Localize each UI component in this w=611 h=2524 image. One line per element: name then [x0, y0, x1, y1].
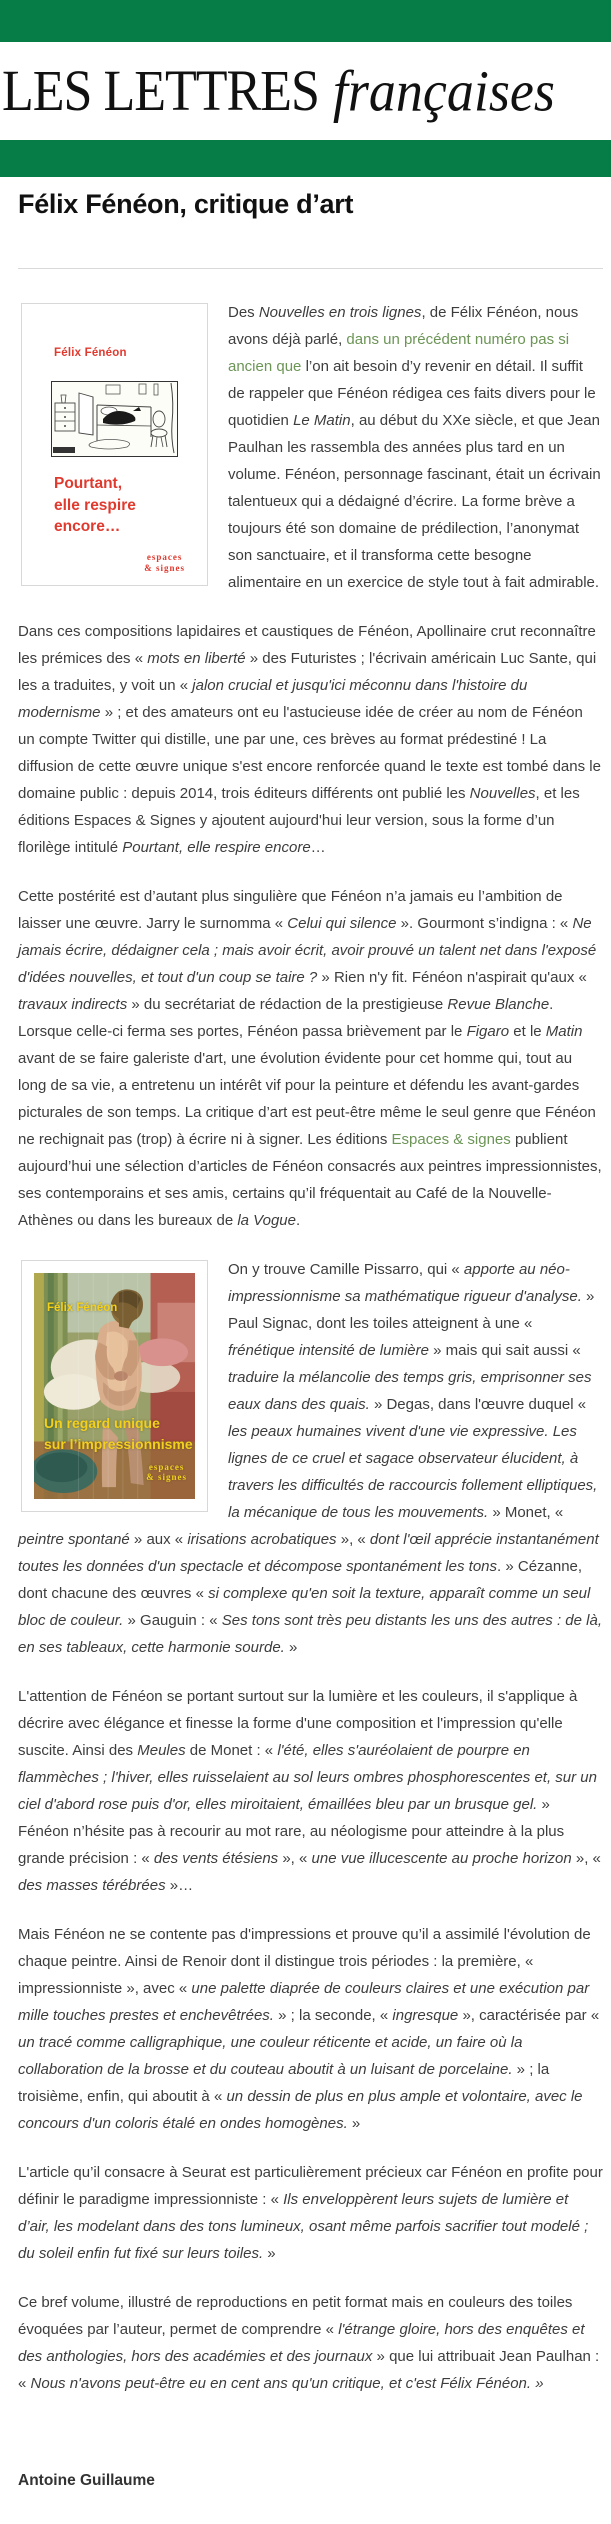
header-green-bar-top — [0, 0, 611, 42]
italic-text-run: une palette diaprée de couleurs claires et une exécution par mille touches prestes et enchevêtrées. — [18, 1980, 590, 2025]
publisher-line2: & signes — [146, 1472, 187, 1483]
italic-text-run: les peaux humaines vivent d'une vie expressive. Les lignes de ce cruel et sagace observateur élucident, à travers les difficultés de raccourcis follement elliptiques, la mécanique de tous les mouvements. — [228, 1423, 598, 1522]
italic-text-run: Celui qui silence — [287, 915, 397, 933]
cover-author: Félix Fénéon — [54, 347, 127, 360]
italic-text-run: si complexe qu'en soit la texture, apparaît comme un seul bloc de couleur. — [18, 1585, 591, 1630]
italic-text-run: des masses térébrées — [18, 1877, 166, 1895]
text-run: l’on ait besoin d’y revenir en détail. Il suffit de rappeler que Fénéon rédigea ces faits divers pour le quotidien — [228, 358, 596, 430]
text-run: Dans ces compositions lapidaires et caustiques de Fénéon, Apollinaire crut reconnaître les prémices des « — [18, 623, 596, 668]
italic-text-run: Pourtant, elle respire encore — [122, 839, 311, 857]
text-run: avant de se faire galeriste d'art, une évolution évidente pour cet homme qui, tout au long de sa vie, a entretenu un intérêt vif pour la peinture et défendu les avant-gardes picturales de son temps. La critique d’art est peut-être même le seul genre que Fénéon ne rechignait pas (trop) à écrire ni à signer. Les éditions — [18, 1050, 596, 1149]
italic-text-run: l'étrange gloire, hors des enquêtes et des anthologies, hors des académies et des journaux — [18, 2321, 585, 2366]
publisher-logo — [146, 1462, 187, 1489]
text-run: » que lui attribuait Jean Paulhan : « — [18, 2348, 600, 2393]
article-paragraph — [18, 1921, 603, 2137]
text-run: » mais qui sait aussi « — [428, 1342, 581, 1360]
text-run: ». Gourmont s’indigna : « — [396, 915, 573, 933]
page-title: Félix Fénéon, critique d’art — [18, 189, 354, 219]
italic-text-run: Nouvelles en trois lignes — [258, 304, 422, 322]
italic-text-run: ingresque — [392, 2007, 459, 2025]
masthead-logo[interactable] — [0, 42, 611, 140]
logo-text-main: LES LETTRES — [2, 59, 319, 123]
text-run: », « — [571, 1850, 601, 1868]
italic-text-run: irisations acrobatiques — [187, 1531, 337, 1549]
text-run: » ; la seconde, « — [273, 2007, 393, 2025]
cover-title-line1: Un regard unique — [44, 1415, 160, 1432]
italic-text-run: travaux indirects — [18, 996, 128, 1014]
text-run: » — [284, 1639, 298, 1657]
text-run: » ; et des amateurs ont eu l'astucieuse idée de créer au nom de Fénéon un compte Twitter qui distille, une par une, ces brèves au format prédestiné ! La diffusion de cette œuvre unique s'est encore renforcée quand le texte est tombé dans le domaine public : depuis 2014, trois éditeurs différents ont publié les — [18, 704, 601, 803]
text-run: » — [347, 2115, 361, 2133]
text-run: », « — [336, 1531, 370, 1549]
text-run: », caractérisée par « — [458, 2007, 600, 2025]
article-paragraph — [18, 1683, 603, 1899]
italic-text-run: Nous n'avons peut-être eu en cent ans qu'un critique, et c'est Félix Fénéon. » — [30, 2375, 544, 2393]
inline-link[interactable]: dans un précédent numéro pas si ancien que — [228, 331, 570, 376]
cover-title-line1: Pourtant, — [54, 475, 123, 493]
publisher-line2: & signes — [144, 562, 185, 573]
text-run: L'attention de Fénéon se portant surtout sur la lumière et les couleurs, il s'applique à décrire avec élégance et finesse la forme d'une composition et l'impression qu'elle suscite. Ainsi des — [18, 1688, 578, 1760]
text-run: Des — [228, 304, 259, 322]
article-author-signature: Antoine Guillaume — [18, 2472, 155, 2490]
italic-text-run: frénétique intensité de lumière — [228, 1342, 429, 1360]
text-run: . » Cézanne, dont chacune des œuvres « — [18, 1558, 583, 1603]
text-run: » du secrétariat de rédaction de la prestigieuse — [127, 996, 448, 1014]
inline-link[interactable]: Espaces & signes — [391, 1131, 511, 1149]
text-run: , et les éditions Espaces & Signes y ajoutent aujourd'hui leur version, sous la forme d’un florilège intitulé — [18, 785, 580, 857]
publisher-line1: espaces — [148, 1461, 185, 1472]
text-run: » — [263, 2245, 276, 2263]
text-run: » ; la troisième, enfin, qui aboutit à « — [18, 2061, 550, 2106]
publisher-logo — [36, 552, 185, 579]
text-run: » Degas, dans l'œuvre duquel « — [369, 1396, 587, 1414]
article-paragraph — [18, 2159, 603, 2267]
book-cover-regard-unique — [21, 1260, 208, 1512]
cover-author: Félix Fénéon — [47, 1302, 118, 1315]
title-divider — [18, 268, 603, 269]
book-cover-card — [22, 1261, 207, 1511]
publisher-line1: espaces — [146, 552, 183, 563]
text-run: … — [310, 839, 326, 857]
book-cover-card — [22, 304, 207, 585]
text-run: » Gauguin : « — [123, 1612, 222, 1630]
italic-text-run: apporte au néo-impressionnisme sa mathématique rigueur d'analyse. — [228, 1261, 582, 1306]
text-run: » Monet, « — [488, 1504, 564, 1522]
italic-text-run: Ils enveloppèrent leurs sujets de lumière et d’air, les modelant dans des tons lumineux, osant même parfois sacrifier tout modelé ; du soleil enfin fut fixé sur leurs toiles. — [18, 2191, 589, 2263]
text-run: L'article qu’il consacre à Seurat est particulièrement précieux car Fénéon en profite pour définir le paradigme impressionniste : « — [18, 2164, 603, 2209]
cover-title-line2: elle respire encore… — [54, 496, 136, 536]
italic-text-run: Figaro — [466, 1023, 510, 1041]
text-run: , de Félix Fénéon, nous avons déjà parlé, — [228, 304, 579, 349]
italic-text-run: une vue illucescente au proche horizon — [311, 1850, 572, 1868]
italic-text-run: Revue Blanche — [447, 996, 550, 1014]
italic-text-run: un dessin de plus en plus ample et volontaire, avec le concours d'un coloris étalé en ondes homogènes. — [18, 2088, 583, 2133]
italic-text-run: jalon crucial et jusqu'ici méconnu dans l'histoire du modernisme — [18, 677, 528, 722]
cover-title-line2: sur l’impressionnisme — [44, 1436, 193, 1453]
text-run: de Monet : « — [185, 1742, 278, 1760]
text-run: Mais Fénéon ne se contente pas d'impressions et prouve qu’il a assimilé l'évolution de chaque peintre. Ainsi de Renoir dont il distingue trois périodes : la première, « impressionniste », avec « — [18, 1926, 591, 1998]
article-body — [18, 299, 603, 2494]
text-run: Ce bref volume, illustré de reproductions en petit format mais en couleurs des toiles évoquées par l’auteur, permet de comprendre « — [18, 2294, 573, 2339]
italic-text-run: l'été, elles s'auréolaient de pourpre en flammèches ; l'hiver, elles ruisselaient au sol leurs ombres phosphorescentes et, sur un ciel d'abord rose puis d'or, elles miroitaient, émaillées bleu par un brusque gel. — [18, 1742, 597, 1814]
text-run: . — [296, 1212, 301, 1230]
text-run: publient aujourd’hui une sélection d’articles de Fénéon consacrés aux peintres impressionnistes, ses contemporains et ses amis, certains qu’il fréquentait au Café de la Nouvelle-Athènes ou dans les bureaux de — [18, 1131, 602, 1230]
cover-title — [44, 1413, 193, 1455]
text-run: » aux « — [129, 1531, 188, 1549]
logo-text-script: françaises — [332, 58, 555, 124]
italic-text-run: des vents étésiens — [153, 1850, 279, 1868]
text-run: On y trouve Camille Pissarro, qui « — [228, 1261, 464, 1279]
article-paragraph — [18, 618, 603, 861]
publisher-logo-text — [144, 552, 185, 573]
impressionism-section — [18, 1256, 603, 2494]
text-run: , au début du XXe siècle, et que Jean Paulhan les rassembla des années plus tard en un volume. Fénéon, personnage fascinant, était un écrivain talentueux qui a dédaigné d’écrire. La forme brève a toujours été son domaine de prédilection, l’anonymat son sanctuaire, et il transforma cette besogne alimentaire en un exercice de style tout à fait admirable. — [228, 412, 601, 592]
article-paragraph — [18, 883, 603, 1234]
text-run: » des Futuristes ; l'écrivain américain Luc Sante, qui les a traduites, y voit un « — [18, 650, 597, 695]
italic-text-run: Le Matin — [293, 412, 351, 430]
italic-text-run: la Vogue — [237, 1212, 296, 1230]
header-green-bar-bottom — [0, 140, 611, 177]
text-run: »… — [165, 1877, 194, 1895]
italic-text-run: traduire la mélancolie des temps gris, emprisonner ses eaux dans des quais. — [228, 1369, 592, 1414]
italic-text-run: mots en liberté — [147, 650, 246, 668]
cover-title — [54, 473, 193, 538]
italic-text-run: Ses tons sont très peu distants les uns des autres : de là, en ses tableaux, cette harmonie sourde. — [18, 1612, 602, 1657]
intro-section — [18, 299, 603, 1234]
italic-text-run: Matin — [545, 1023, 583, 1041]
text-run: . Lorsque celle-ci ferma ses portes, Fénéon passa brièvement par le — [18, 996, 554, 1041]
article-paragraph — [18, 2289, 603, 2397]
text-run: », « — [278, 1850, 312, 1868]
italic-text-run: peintre spontané — [18, 1531, 130, 1549]
text-run: Cette postérité est d’autant plus singulière que Fénéon n’a jamais eu l’ambition de laisser une œuvre. Jarry le surnomma « — [18, 888, 563, 933]
text-run: » Rien n'y fit. Fénéon n'aspirait qu'aux « — [317, 969, 587, 987]
italic-text-run: un tracé comme calligraphique, une couleur réticente et acide, un faire où la collaboration de la brosse et du couteau aboutit à un luisant de porcelaine. — [18, 2034, 523, 2079]
italic-text-run: Ne jamais écrire, dédaigner cela ; mais avoir écrit, avoir prouvé un talent net dans l'exposé d'idées nouvelles, et tout d'un coup se taire ? — [18, 915, 597, 987]
bedroom-line-drawing — [51, 381, 178, 457]
book-cover-pourtant — [21, 303, 208, 586]
publisher-logo-text — [146, 1462, 187, 1483]
text-run: » Paul Signac, dont les toiles atteignent à une « — [228, 1288, 595, 1333]
text-run: » Fénéon n’hésite pas à recourir au mot rare, au néologisme pour atteindre à la plus grande précision : « — [18, 1796, 565, 1868]
pastel-painting — [34, 1273, 195, 1499]
article — [0, 187, 611, 2524]
text-run: et le — [509, 1023, 546, 1041]
italic-text-run: dont l'œil apprécie instantanément toutes les données d'un spectacle et décompose spontanément les tons — [18, 1531, 599, 1576]
italic-text-run: Meules — [137, 1742, 186, 1760]
site-header — [0, 0, 611, 177]
italic-text-run: Nouvelles — [469, 785, 536, 803]
